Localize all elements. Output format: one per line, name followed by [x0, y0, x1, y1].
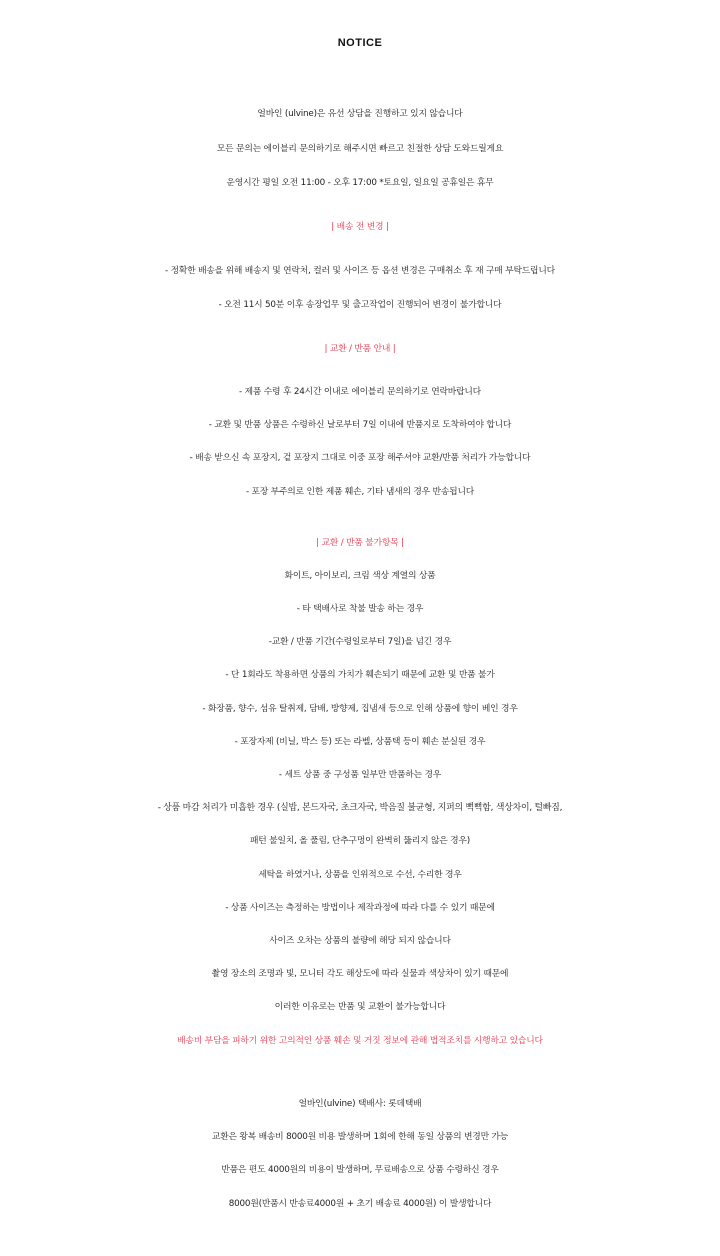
section-line: - 상품 사이즈는 측정하는 방법이나 제작과정에 따라 다를 수 있기 때문에 [225, 903, 495, 913]
section-heading-pre-shipping-change: | 배송 전 변경 | [331, 222, 389, 232]
section-line: - 화장품, 향수, 섬유 탈취제, 담배, 방향제, 집냄새 등으로 인해 상품에 향이 베인 경우 [202, 704, 518, 714]
section-line: - 타 택배사로 착불 발송 하는 경우 [296, 604, 424, 614]
section-line: - 포장자제 (비닐, 박스 등) 또는 라벨, 상품택 등이 훼손 분실된 경우 [234, 737, 486, 747]
legal-warning: 배송비 부담을 피하기 위한 고의적인 상품 훼손 및 거짓 정보에 관해 법적조치를 시행하고 있습니다 [177, 1036, 543, 1046]
shipping-line: 얼바인(ulvine) 택배사: 롯데택배 [298, 1099, 422, 1109]
shipping-line: 8000원(반품시 반송료4000원 + 초기 배송료 4000원) 이 발생합니다 [228, 1199, 492, 1209]
section-line: 사이즈 오차는 상품의 불량에 해당 되지 않습니다 [269, 936, 451, 946]
shipping-line: 교환은 왕복 배송비 8000원 비용 발생하며 1회에 한해 동일 상품의 변경만 가능 [211, 1132, 509, 1142]
section-line: - 배송 받으신 속 포장지, 겉 포장지 그대로 이중 포장 해주셔야 교환/반품 처리가 가능합니다 [189, 453, 531, 463]
intro-line: 모든 문의는 에이블리 문의하기로 해주시면 빠르고 친절한 상담 도와드릴게요 [216, 144, 504, 154]
section-line: -교환 / 반품 기간(수령일로부터 7일)을 넘긴 경우 [268, 637, 452, 647]
page-title: NOTICE [337, 37, 383, 49]
section-line: 촬영 장소의 조명과 빛, 모니터 각도 해상도에 따라 실물과 색상차이 있기 때문에 [211, 969, 509, 979]
section-line: - 정확한 배송을 위해 배송지 및 연락처, 컬러 및 사이즈 등 옵션 변경은 구매취소 후 재 구매 부탁드립니다 [165, 266, 555, 276]
intro-line: 운영시간 평일 오전 11:00 - 오후 17:00 *토요일, 일요일 공휴일은 휴무 [226, 178, 494, 188]
section-line: 화이트, 아이보리, 크림 색상 계열의 상품 [284, 571, 436, 581]
section-line: - 세트 상품 중 구성품 일부만 반품하는 경우 [278, 770, 442, 780]
section-line: - 교환 및 반품 상품은 수령하신 날로부터 7일 이내에 반품지로 도착하여야 합니다 [208, 420, 512, 430]
section-line: - 상품 마감 처리가 미흡한 경우 (실밥, 본드자국, 초크자국, 박음질 불균형, 지퍼의 뻑뻑함, 색상차이, 털빠짐, [157, 803, 563, 813]
section-line: - 단 1회라도 착용하면 상품의 가치가 훼손되기 때문에 교환 및 반품 불가 [225, 670, 495, 680]
section-line: - 오전 11시 50분 이후 송장업무 및 출고작업이 진행되어 변경이 불가합니다 [218, 300, 502, 310]
section-line: - 제품 수령 후 24시간 이내로 에이블리 문의하기로 연락바랍니다 [239, 387, 481, 397]
section-heading-exchange-return-guide: | 교환 / 반품 안내 | [324, 344, 396, 354]
section-heading-non-returnable-items: | 교환 / 반품 불가항목 | [316, 538, 404, 548]
section-line: - 포장 부주의로 인한 제품 훼손, 기타 냄새의 경우 반송됩니다 [245, 487, 475, 497]
intro-line: 얼바인 (ulvine)은 유선 상담을 진행하고 있지 않습니다 [257, 109, 463, 119]
section-line: 이러한 이유로는 반품 및 교환이 불가능합니다 [274, 1002, 446, 1012]
section-line: 세탁을 하였거나, 상품을 인위적으로 수선, 수리한 경우 [258, 870, 462, 880]
shipping-line: 반품은 편도 4000원의 비용이 발생하며, 무료배송으로 상품 수령하신 경우 [221, 1165, 499, 1175]
section-line: 패턴 불일치, 올 풀림, 단추구멍이 완벽히 뚫리지 않은 경우) [249, 836, 471, 846]
